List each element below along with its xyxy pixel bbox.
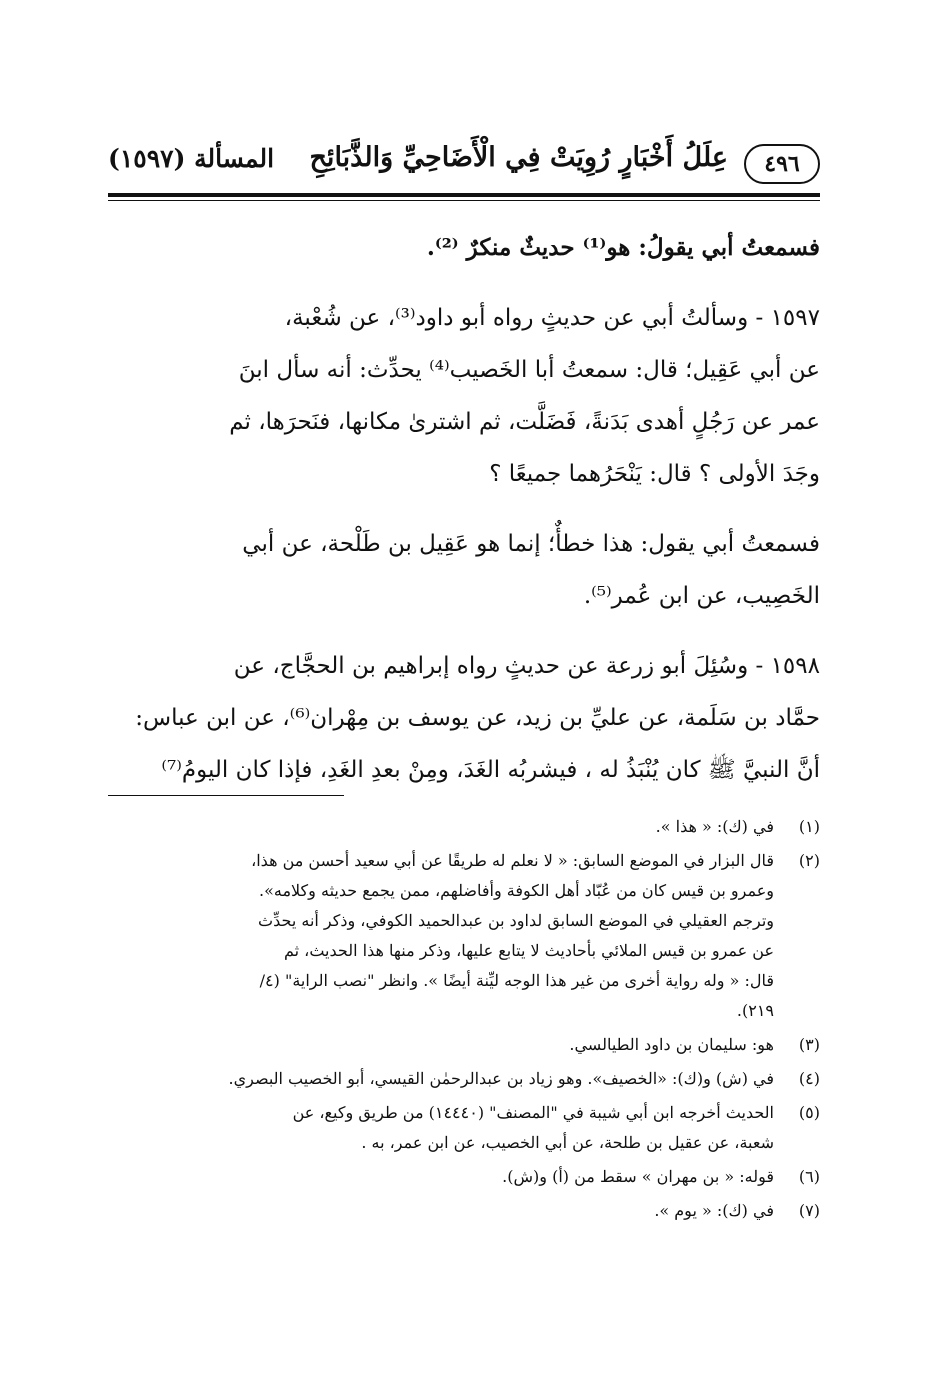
text-line: عمر عن رَجُلٍ أهدى بَدَنةً، فَضَلَّت، ثم اشترىٰ مكانها، فنَحرَها، ثم [229,409,820,435]
footnote [108,812,820,842]
footnote-text: هو: سليمان بن داود الطيالسي. [569,1035,774,1054]
text-line: فسمعتُ أبي يقول: هذا خطأٌ؛ إنما هو عَقِيل بن طَلْحة، عن أبي [242,531,820,557]
footnote-text: في (ك): « يوم ». [654,1201,774,1220]
main-text [108,222,820,814]
footnote-number: (٢) [798,851,820,870]
footnote [108,1162,820,1192]
running-title: عِلَلُ أَخْبَارٍ رُوِيَتْ فِي الْأَضَاحِيِّ وَالذَّبَائِحِ [309,142,728,173]
footnote-number: (٤) [798,1069,820,1088]
header-rule-thick [108,193,820,197]
footnote-text: الحديث أخرجه ابن أبي شيبة في "المصنف" (١٤٤٤٠) من طريق وكيع، عن [292,1103,774,1122]
page-header [108,140,820,196]
footnote-number: (٣) [798,1035,820,1054]
footnote-number: (٧) [798,1201,820,1220]
paragraph-1 [108,222,820,274]
footnote-text: وعمرو بن قيس كان من عُبّاد أهل الكوفة وأفاضلهم، ممن يجمع حديثه وكلامه». [258,881,774,900]
footnote-text: قوله: « بن مهران » سقط من (أ) و(ش). [502,1167,774,1186]
text-line: فسمعتُ أبي يقولُ: هو⁽¹⁾ حديثٌ منكرٌ ⁽²⁾. [426,234,820,261]
paragraph-1597 [108,292,820,500]
paragraph-3 [108,518,820,622]
text-line: وجَدَ الأولى ؟ قال: يَنْحَرُهما جميعًا ؟ [489,461,820,487]
footnote-number: (١) [798,817,820,836]
footnote [108,1196,820,1226]
footnote [108,1098,820,1158]
footnote-text: في (ش) و(ك): «الخصيف». وهو زياد بن عبدالرحمٰن القيسي، أبو الخصيب البصري. [228,1069,774,1088]
header-rule-thin [108,200,820,201]
text-line: أنَّ النبيَّ ﷺ كان يُنْبَذُ له ، فيشربُه الغَدَ، ومِنْ بعدِ الغَدِ، فإذا كان اليومُ⁽⁷⁾ [161,757,820,783]
footnote-number: (٦) [798,1167,820,1186]
text-line: ١٥٩٨ - وسُئِلَ أبو زرعة عن حديثٍ رواه إبراهيم بن الحجَّاج، عن [233,653,820,679]
footnote-text: وترجم العقيلي في الموضع السابق لداود بن عبدالحميد الكوفي، وذكر أنه يحدِّث [258,911,774,930]
text-line: الخَصِيب، عن ابن عُمر⁽⁵⁾. [583,583,820,609]
footnote [108,846,820,1026]
footnote-text: شعبة، عن عقيل بن طلحة، عن أبي الخصيب، عن ابن عمر، به . [361,1133,774,1152]
text-line: عن أبي عَقِيل؛ قال: سمعتُ أبا الخَصيب⁽⁴⁾ يحدِّث: أنه سأل ابنَ [238,357,820,383]
paragraph-1598 [108,640,820,796]
footnote-number: (٥) [798,1103,820,1122]
footnote-text: في (ك): « هذا ». [655,817,774,836]
footnote-text: ٢١٩). [736,1001,774,1020]
footnote [108,1064,820,1094]
footnote-text: عن عمرو بن قيس الملائي بأحاديث لا يتابع عليها، وذكر منها هذا الحديث، ثم [283,941,774,960]
book-page [108,140,820,1220]
footnote-text: قال: « وله رواية أخرى من غير هذا الوجه ليِّنة أيضًا ». وانظر "نصب الراية" (٤/ [259,971,774,990]
footnotes [108,812,820,1230]
footnote-separator [108,795,344,796]
text-line: حمَّاد بن سَلَمة، عن عليِّ بن زيد، عن يوسف بن مِهْران⁽⁶⁾، عن ابن عباس: [135,705,820,731]
page-number: ٤٩٦ [744,144,820,184]
footnote [108,1030,820,1060]
footnote-text: قال البزار في الموضع السابق: « لا نعلم له طريقًا عن أبي سعيد أحسن من هذا، [251,851,774,870]
text-line: ١٥٩٧ - وسألتُ أبي عن حديثٍ رواه أبو داود⁽³⁾، عن شُعْبة، [284,305,820,331]
issue-label: المسألة (١٥٩٧) [108,144,275,173]
